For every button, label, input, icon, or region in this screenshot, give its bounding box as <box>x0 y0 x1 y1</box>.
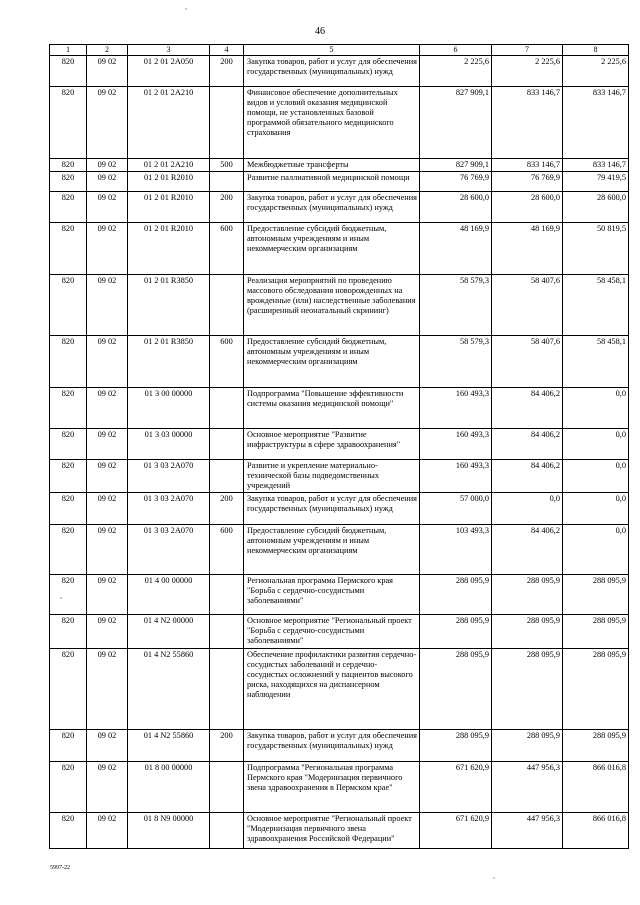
cell-expense-type <box>210 812 244 848</box>
cell-target-article: 01 2 01 R2010 <box>128 171 210 191</box>
cell-admin-code: 820 <box>50 729 87 761</box>
cell-expense-type <box>210 575 244 615</box>
cell-amount-year-2: 76 769,9 <box>492 171 563 191</box>
cell-section-code: 09 02 <box>87 575 128 615</box>
cell-expense-type <box>210 86 244 158</box>
cell-expense-type <box>210 648 244 729</box>
cell-admin-code: 820 <box>50 428 87 459</box>
cell-amount-year-1: 288 095,9 <box>420 575 492 615</box>
scan-speck <box>493 877 495 879</box>
cell-amount-year-2: 58 407,6 <box>492 335 563 387</box>
cell-amount-year-3: 58 458,1 <box>563 274 629 335</box>
cell-section-code: 09 02 <box>87 648 128 729</box>
cell-amount-year-3: 0,0 <box>563 459 629 492</box>
cell-description: Развитие паллиативной медицинской помощи <box>244 171 420 191</box>
cell-expense-type: 200 <box>210 55 244 86</box>
cell-expense-type: 200 <box>210 493 244 525</box>
scan-speck <box>185 8 187 10</box>
cell-expense-type <box>210 459 244 492</box>
cell-amount-year-3: 0,0 <box>563 525 629 575</box>
cell-expense-type <box>210 428 244 459</box>
cell-admin-code: 820 <box>50 335 87 387</box>
header-cell-1: 1 <box>50 45 87 56</box>
cell-description: Предоставление субсидий бюджетным, автономным учреждениям и иным некоммерческим организациям <box>244 222 420 274</box>
header-cell-8: 8 <box>563 45 629 56</box>
cell-admin-code: 820 <box>50 191 87 222</box>
cell-target-article: 01 8 N9 00000 <box>128 812 210 848</box>
cell-amount-year-2: 84 406,2 <box>492 525 563 575</box>
cell-description: Основное мероприятие "Региональный проект "Модернизация первичного звена здравоохранения Российской Федерации" <box>244 812 420 848</box>
cell-section-code: 09 02 <box>87 459 128 492</box>
cell-amount-year-3: 50 819,5 <box>563 222 629 274</box>
cell-amount-year-3: 288 095,9 <box>563 615 629 648</box>
cell-amount-year-1: 58 579,3 <box>420 274 492 335</box>
cell-amount-year-2: 447 956,3 <box>492 761 563 812</box>
cell-amount-year-2: 84 406,2 <box>492 387 563 428</box>
cell-amount-year-3: 288 095,9 <box>563 575 629 615</box>
cell-target-article: 01 3 03 2A070 <box>128 459 210 492</box>
header-cell-6: 6 <box>420 45 492 56</box>
cell-description: Финансовое обеспечение дополнительных видов и условий оказания медицинской помощи, не установленных базовой программой обязательного медицинского страхования <box>244 86 420 158</box>
cell-amount-year-3: 866 016,8 <box>563 812 629 848</box>
cell-admin-code: 820 <box>50 222 87 274</box>
table-row <box>50 459 629 492</box>
cell-admin-code: 820 <box>50 493 87 525</box>
cell-description: Основное мероприятие "Региональный проект "Борьба с сердечно-сосудистыми заболеваниями" <box>244 615 420 648</box>
cell-amount-year-2: 288 095,9 <box>492 575 563 615</box>
cell-amount-year-1: 160 493,3 <box>420 428 492 459</box>
cell-amount-year-1: 288 095,9 <box>420 648 492 729</box>
cell-amount-year-3: 2 225,6 <box>563 55 629 86</box>
table-row <box>50 335 629 387</box>
cell-amount-year-1: 288 095,9 <box>420 615 492 648</box>
table-row <box>50 171 629 191</box>
cell-description: Подпрограмма "Повышение эффективности системы оказания медицинской помощи" <box>244 387 420 428</box>
cell-expense-type: 600 <box>210 222 244 274</box>
cell-amount-year-1: 76 769,9 <box>420 171 492 191</box>
cell-expense-type: 200 <box>210 729 244 761</box>
cell-amount-year-1: 671 620,9 <box>420 761 492 812</box>
cell-description: Предоставление субсидий бюджетным, автономным учреждениям и иным некоммерческим организациям <box>244 525 420 575</box>
cell-description: Развитие и укрепление материально-технической базы подведомственных учреждений <box>244 459 420 492</box>
cell-target-article: 01 4 N2 00000 <box>128 615 210 648</box>
cell-amount-year-2: 288 095,9 <box>492 729 563 761</box>
cell-amount-year-3: 0,0 <box>563 493 629 525</box>
cell-amount-year-1: 103 493,3 <box>420 525 492 575</box>
cell-admin-code: 820 <box>50 459 87 492</box>
cell-target-article: 01 2 01 R3850 <box>128 335 210 387</box>
page-number: 46 <box>315 26 325 37</box>
cell-amount-year-2: 58 407,6 <box>492 274 563 335</box>
cell-target-article: 01 2 01 R2010 <box>128 191 210 222</box>
cell-target-article: 01 4 00 00000 <box>128 575 210 615</box>
cell-amount-year-3: 79 419,5 <box>563 171 629 191</box>
cell-admin-code: 820 <box>50 615 87 648</box>
cell-amount-year-1: 57 000,0 <box>420 493 492 525</box>
table-row <box>50 428 629 459</box>
cell-section-code: 09 02 <box>87 729 128 761</box>
cell-expense-type <box>210 171 244 191</box>
cell-section-code: 09 02 <box>87 274 128 335</box>
cell-section-code: 09 02 <box>87 493 128 525</box>
cell-description: Обеспечение профилактики развития сердечно-сосудистых заболеваний и сердечно-сосудистых осложнений у пациентов высокого риска, находящихся на диспансерном наблюдении <box>244 648 420 729</box>
cell-expense-type: 200 <box>210 191 244 222</box>
cell-admin-code: 820 <box>50 274 87 335</box>
cell-description: Закупка товаров, работ и услуг для обеспечения государственных (муниципальных) нужд <box>244 191 420 222</box>
cell-target-article: 01 3 03 2A070 <box>128 525 210 575</box>
cell-amount-year-1: 28 600,0 <box>420 191 492 222</box>
cell-section-code: 09 02 <box>87 335 128 387</box>
scan-speck <box>60 597 62 599</box>
table-row <box>50 55 629 86</box>
cell-description: Предоставление субсидий бюджетным, автономным учреждениям и иным некоммерческим организациям <box>244 335 420 387</box>
cell-target-article: 01 8 00 00000 <box>128 761 210 812</box>
cell-amount-year-3: 28 600,0 <box>563 191 629 222</box>
cell-description: Закупка товаров, работ и услуг для обеспечения государственных (муниципальных) нужд <box>244 729 420 761</box>
footer-code: 5997-22 <box>50 865 70 871</box>
cell-section-code: 09 02 <box>87 387 128 428</box>
cell-amount-year-1: 48 169,9 <box>420 222 492 274</box>
table-row <box>50 525 629 575</box>
cell-section-code: 09 02 <box>87 428 128 459</box>
cell-target-article: 01 4 N2 55860 <box>128 648 210 729</box>
cell-amount-year-2: 84 406,2 <box>492 428 563 459</box>
cell-section-code: 09 02 <box>87 191 128 222</box>
cell-amount-year-2: 833 146,7 <box>492 86 563 158</box>
cell-amount-year-2: 84 406,2 <box>492 459 563 492</box>
cell-amount-year-3: 0,0 <box>563 428 629 459</box>
header-cell-4: 4 <box>210 45 244 56</box>
cell-amount-year-3: 288 095,9 <box>563 648 629 729</box>
cell-section-code: 09 02 <box>87 525 128 575</box>
cell-target-article: 01 3 03 00000 <box>128 428 210 459</box>
table-row <box>50 222 629 274</box>
cell-description: Закупка товаров, работ и услуг для обеспечения государственных (муниципальных) нужд <box>244 493 420 525</box>
cell-admin-code: 820 <box>50 575 87 615</box>
cell-amount-year-2: 447 956,3 <box>492 812 563 848</box>
header-cell-3: 3 <box>128 45 210 56</box>
cell-target-article: 01 2 01 2A050 <box>128 55 210 86</box>
cell-admin-code: 820 <box>50 648 87 729</box>
cell-admin-code: 820 <box>50 761 87 812</box>
cell-amount-year-3: 58 458,1 <box>563 335 629 387</box>
cell-target-article: 01 2 01 2A210 <box>128 158 210 171</box>
cell-amount-year-1: 2 225,6 <box>420 55 492 86</box>
cell-expense-type <box>210 615 244 648</box>
cell-description: Закупка товаров, работ и услуг для обеспечения государственных (муниципальных) нужд <box>244 55 420 86</box>
cell-admin-code: 820 <box>50 86 87 158</box>
cell-target-article: 01 3 00 00000 <box>128 387 210 428</box>
cell-amount-year-2: 28 600,0 <box>492 191 563 222</box>
table-row <box>50 274 629 335</box>
header-cell-7: 7 <box>492 45 563 56</box>
table-row <box>50 648 629 729</box>
table-row <box>50 86 629 158</box>
cell-expense-type: 600 <box>210 525 244 575</box>
cell-description: Региональная программа Пермского края "Борьба с сердечно-сосудистыми заболеваниями" <box>244 575 420 615</box>
cell-section-code: 09 02 <box>87 615 128 648</box>
cell-amount-year-1: 288 095,9 <box>420 729 492 761</box>
cell-expense-type <box>210 387 244 428</box>
cell-amount-year-1: 827 909,1 <box>420 86 492 158</box>
table-row <box>50 493 629 525</box>
cell-admin-code: 820 <box>50 812 87 848</box>
cell-amount-year-3: 833 146,7 <box>563 158 629 171</box>
cell-amount-year-3: 866 016,8 <box>563 761 629 812</box>
cell-section-code: 09 02 <box>87 222 128 274</box>
cell-amount-year-2: 288 095,9 <box>492 615 563 648</box>
table-row <box>50 729 629 761</box>
cell-target-article: 01 2 01 2A210 <box>128 86 210 158</box>
cell-amount-year-3: 288 095,9 <box>563 729 629 761</box>
cell-target-article: 01 4 N2 55860 <box>128 729 210 761</box>
cell-admin-code: 820 <box>50 525 87 575</box>
table-row <box>50 812 629 848</box>
header-cell-2: 2 <box>87 45 128 56</box>
table-row <box>50 158 629 171</box>
cell-amount-year-1: 671 620,9 <box>420 812 492 848</box>
cell-section-code: 09 02 <box>87 86 128 158</box>
cell-expense-type <box>210 274 244 335</box>
cell-description: Подпрограмма "Региональная программа Пермского края "Модернизация первичного звена здравоохранения в Пермском крае" <box>244 761 420 812</box>
cell-section-code: 09 02 <box>87 812 128 848</box>
cell-description: Основное мероприятие "Развитие инфраструктуры в сфере здравоохранения" <box>244 428 420 459</box>
cell-amount-year-2: 0,0 <box>492 493 563 525</box>
cell-amount-year-3: 833 146,7 <box>563 86 629 158</box>
cell-target-article: 01 3 03 2A070 <box>128 493 210 525</box>
cell-expense-type <box>210 761 244 812</box>
cell-section-code: 09 02 <box>87 158 128 171</box>
table-row <box>50 615 629 648</box>
cell-section-code: 09 02 <box>87 761 128 812</box>
cell-section-code: 09 02 <box>87 55 128 86</box>
budget-table <box>49 44 629 849</box>
cell-amount-year-2: 48 169,9 <box>492 222 563 274</box>
cell-amount-year-2: 288 095,9 <box>492 648 563 729</box>
cell-description: Реализация мероприятий по проведению массового обследования новорожденных на врожденные (или) наследственные заболевания (расширенный неонатальный скрининг) <box>244 274 420 335</box>
cell-description: Межбюджетные трансферты <box>244 158 420 171</box>
header-row <box>50 45 629 56</box>
table-row <box>50 575 629 615</box>
cell-amount-year-1: 58 579,3 <box>420 335 492 387</box>
cell-section-code: 09 02 <box>87 171 128 191</box>
cell-amount-year-3: 0,0 <box>563 387 629 428</box>
cell-admin-code: 820 <box>50 387 87 428</box>
table-row <box>50 761 629 812</box>
cell-amount-year-1: 827 909,1 <box>420 158 492 171</box>
cell-expense-type: 600 <box>210 335 244 387</box>
cell-amount-year-1: 160 493,3 <box>420 459 492 492</box>
cell-admin-code: 820 <box>50 158 87 171</box>
cell-admin-code: 820 <box>50 55 87 86</box>
header-cell-5: 5 <box>244 45 420 56</box>
table-row <box>50 191 629 222</box>
cell-amount-year-2: 833 146,7 <box>492 158 563 171</box>
cell-target-article: 01 2 01 R3850 <box>128 274 210 335</box>
cell-amount-year-2: 2 225,6 <box>492 55 563 86</box>
cell-admin-code: 820 <box>50 171 87 191</box>
table-row <box>50 387 629 428</box>
cell-target-article: 01 2 01 R2010 <box>128 222 210 274</box>
cell-expense-type: 500 <box>210 158 244 171</box>
cell-amount-year-1: 160 493,3 <box>420 387 492 428</box>
